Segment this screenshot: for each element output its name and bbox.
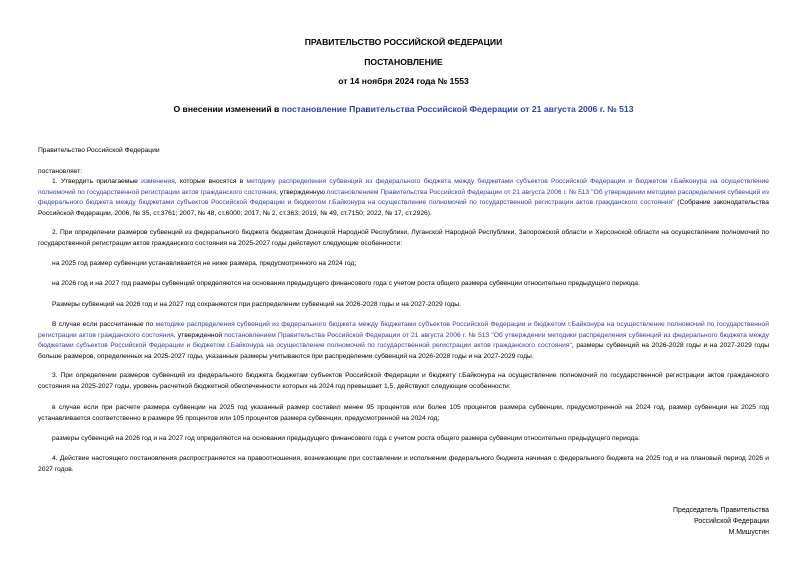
- p2d-text-b: , утвержденной: [173, 331, 225, 339]
- p2d-link-methodology[interactable]: методике распределения субвенций из федерального бюджета между бюджетами субъектов Российской Федерации и бюджетом г.Байконура на осуществление полномочий по государственной регистрации актов гражданского состояния: [38, 321, 770, 339]
- paragraph-4: 4. Действие настоящего постановления распространяется на правоотношения, возникающие при составлении и исполнении федерального бюджета начиная с федерального бюджета на 2025 год и на плановый период 2026 и 2027 годов.: [38, 455, 769, 473]
- p2d-text-c: , размеры субвенций на 2026-2028 годы и на 2027-2029 годы больше размеров, определенных на 2025-2027 годы, указанные размеры учитываются при распределении субвенций на 2026-2028 годы и на 2027-2029 годы.: [38, 342, 769, 360]
- p1-text-a: 1. Утвердить прилагаемые: [52, 178, 142, 185]
- subject-link[interactable]: постановление Правительства Российской Федерации от 21 августа 2006 г. № 513: [281, 104, 634, 114]
- paragraph-2-item-b: на 2026 год и на 2027 год размеры субвенций определяются на основании предыдущего финансового года с учетом роста общего размера субвенции относительно предыдущего периода.: [52, 280, 640, 287]
- paragraph-3-item-a: в случае если при расчете размера субвенции на 2025 год указанный размер составил менее 95 процентов или более 105 процентов размера субвенции, предусмотренной на 2024 год, размер субвенции на 2025 год устанавливается соответственно в размере 95 процентов или 105 процентов размера субвенции, предусмотренной на 2024 год;: [38, 404, 769, 422]
- document-type: ПОСТАНОВЛЕНИЕ: [364, 57, 443, 67]
- issuer: Правительство Российской Федерации: [38, 147, 160, 154]
- paragraph-2: 2. При определении размеров субвенций из федерального бюджета бюджетам Донецкой Народной Республики, Луганской Народной Республики, Запорожской области и Херсонской области на осуществление полномочий по государственной регистрации актов гражданского состояния на 2025-2027 годы действуют следующие особенности:: [38, 229, 769, 247]
- paragraph-2-item-d: [38, 320, 769, 362]
- document-subject: [38, 104, 769, 115]
- paragraph-2-item-c: Размеры субвенций на 2026 год и на 2027 год сохраняются при распределении субвенций на 2026-2028 годы и на 2027-2029 годы.: [52, 301, 461, 308]
- signature-org: Российской Федерации: [694, 518, 769, 525]
- document-date-number: от 14 ноября 2024 года № 1553: [338, 76, 469, 86]
- p2d-link-resolution[interactable]: постановлением Правительства Российской Федерации от 21 августа 2006 г. № 513 "Об утверждении методики распределения субвенций из федерального бюджета между бюджетами субъектов Российской Федерации и бюджетом г.Байконура на осуществление полномочий по государственной регистрации актов гражданского состояния": [38, 331, 770, 350]
- signature-title: Председатель Правительства: [673, 507, 769, 514]
- paragraph-3-item-b: размеры субвенций на 2026 год и на 2027 год определяются на основании предыдущего финансового года с учетом роста общего размера субвенции относительно предыдущего периода.: [52, 435, 640, 442]
- resolves: постановляет:: [38, 168, 83, 175]
- signature-block: [673, 505, 769, 538]
- p1-text-b: , которые вносятся в: [174, 178, 247, 185]
- p1-link-methodology[interactable]: методику распределения субвенций из федерального бюджета между бюджетами субъектов Российской Федерации и бюджетом г.Байконура на осуществление полномочий по государственной регистрации актов гражданского состояния: [38, 178, 769, 196]
- p1-text-c: , утвержденную: [276, 188, 327, 196]
- paragraph-2-item-a: на 2025 год размер субвенции устанавливается не ниже размера, предусмотренного на 2024 год;: [52, 260, 357, 267]
- p1-link-resolution[interactable]: постановлением Правительства Российской Федерации от 21 августа 2006 г. № 513 "Об утверждении методики распределения субвенций из федерального бюджета между бюджетами субъектов Российской Федерации и бюджетом г.Байконура на осуществление полномочий по государственной регистрации актов гражданского состояния": [38, 188, 769, 207]
- signature-name: М.Мишустин: [728, 529, 769, 536]
- p1-link-changes[interactable]: изменения: [141, 178, 175, 185]
- paragraph-1: [38, 177, 769, 219]
- p1-text-d: (Собрание законодательства Российской Федерации, 2006, № 35, ст.3761; 2007, № 48, ст.6000; 2017, № 2, ст.363; 2019, № 49, ст.7150; 2022, № 17, ст.2926).: [38, 199, 769, 217]
- government-heading: ПРАВИТЕЛЬСТВО РОССИЙСКОЙ ФЕДЕРАЦИИ: [304, 37, 503, 47]
- p2d-text-a: В случае если рассчитанные по: [52, 321, 156, 328]
- paragraph-3: 3. При определении размеров субвенций из федерального бюджета бюджетам субъектов Российской Федерации и бюджету г.Байконура на осуществление полномочий по государственной регистрации актов гражданского состояния на 2025-2027 годы, уровень расчетной бюджетной обеспеченности которых на 2024 год превышает 1,5, действуют следующие особенности:: [38, 372, 769, 390]
- subject-prefix: О внесении изменений в: [173, 104, 282, 114]
